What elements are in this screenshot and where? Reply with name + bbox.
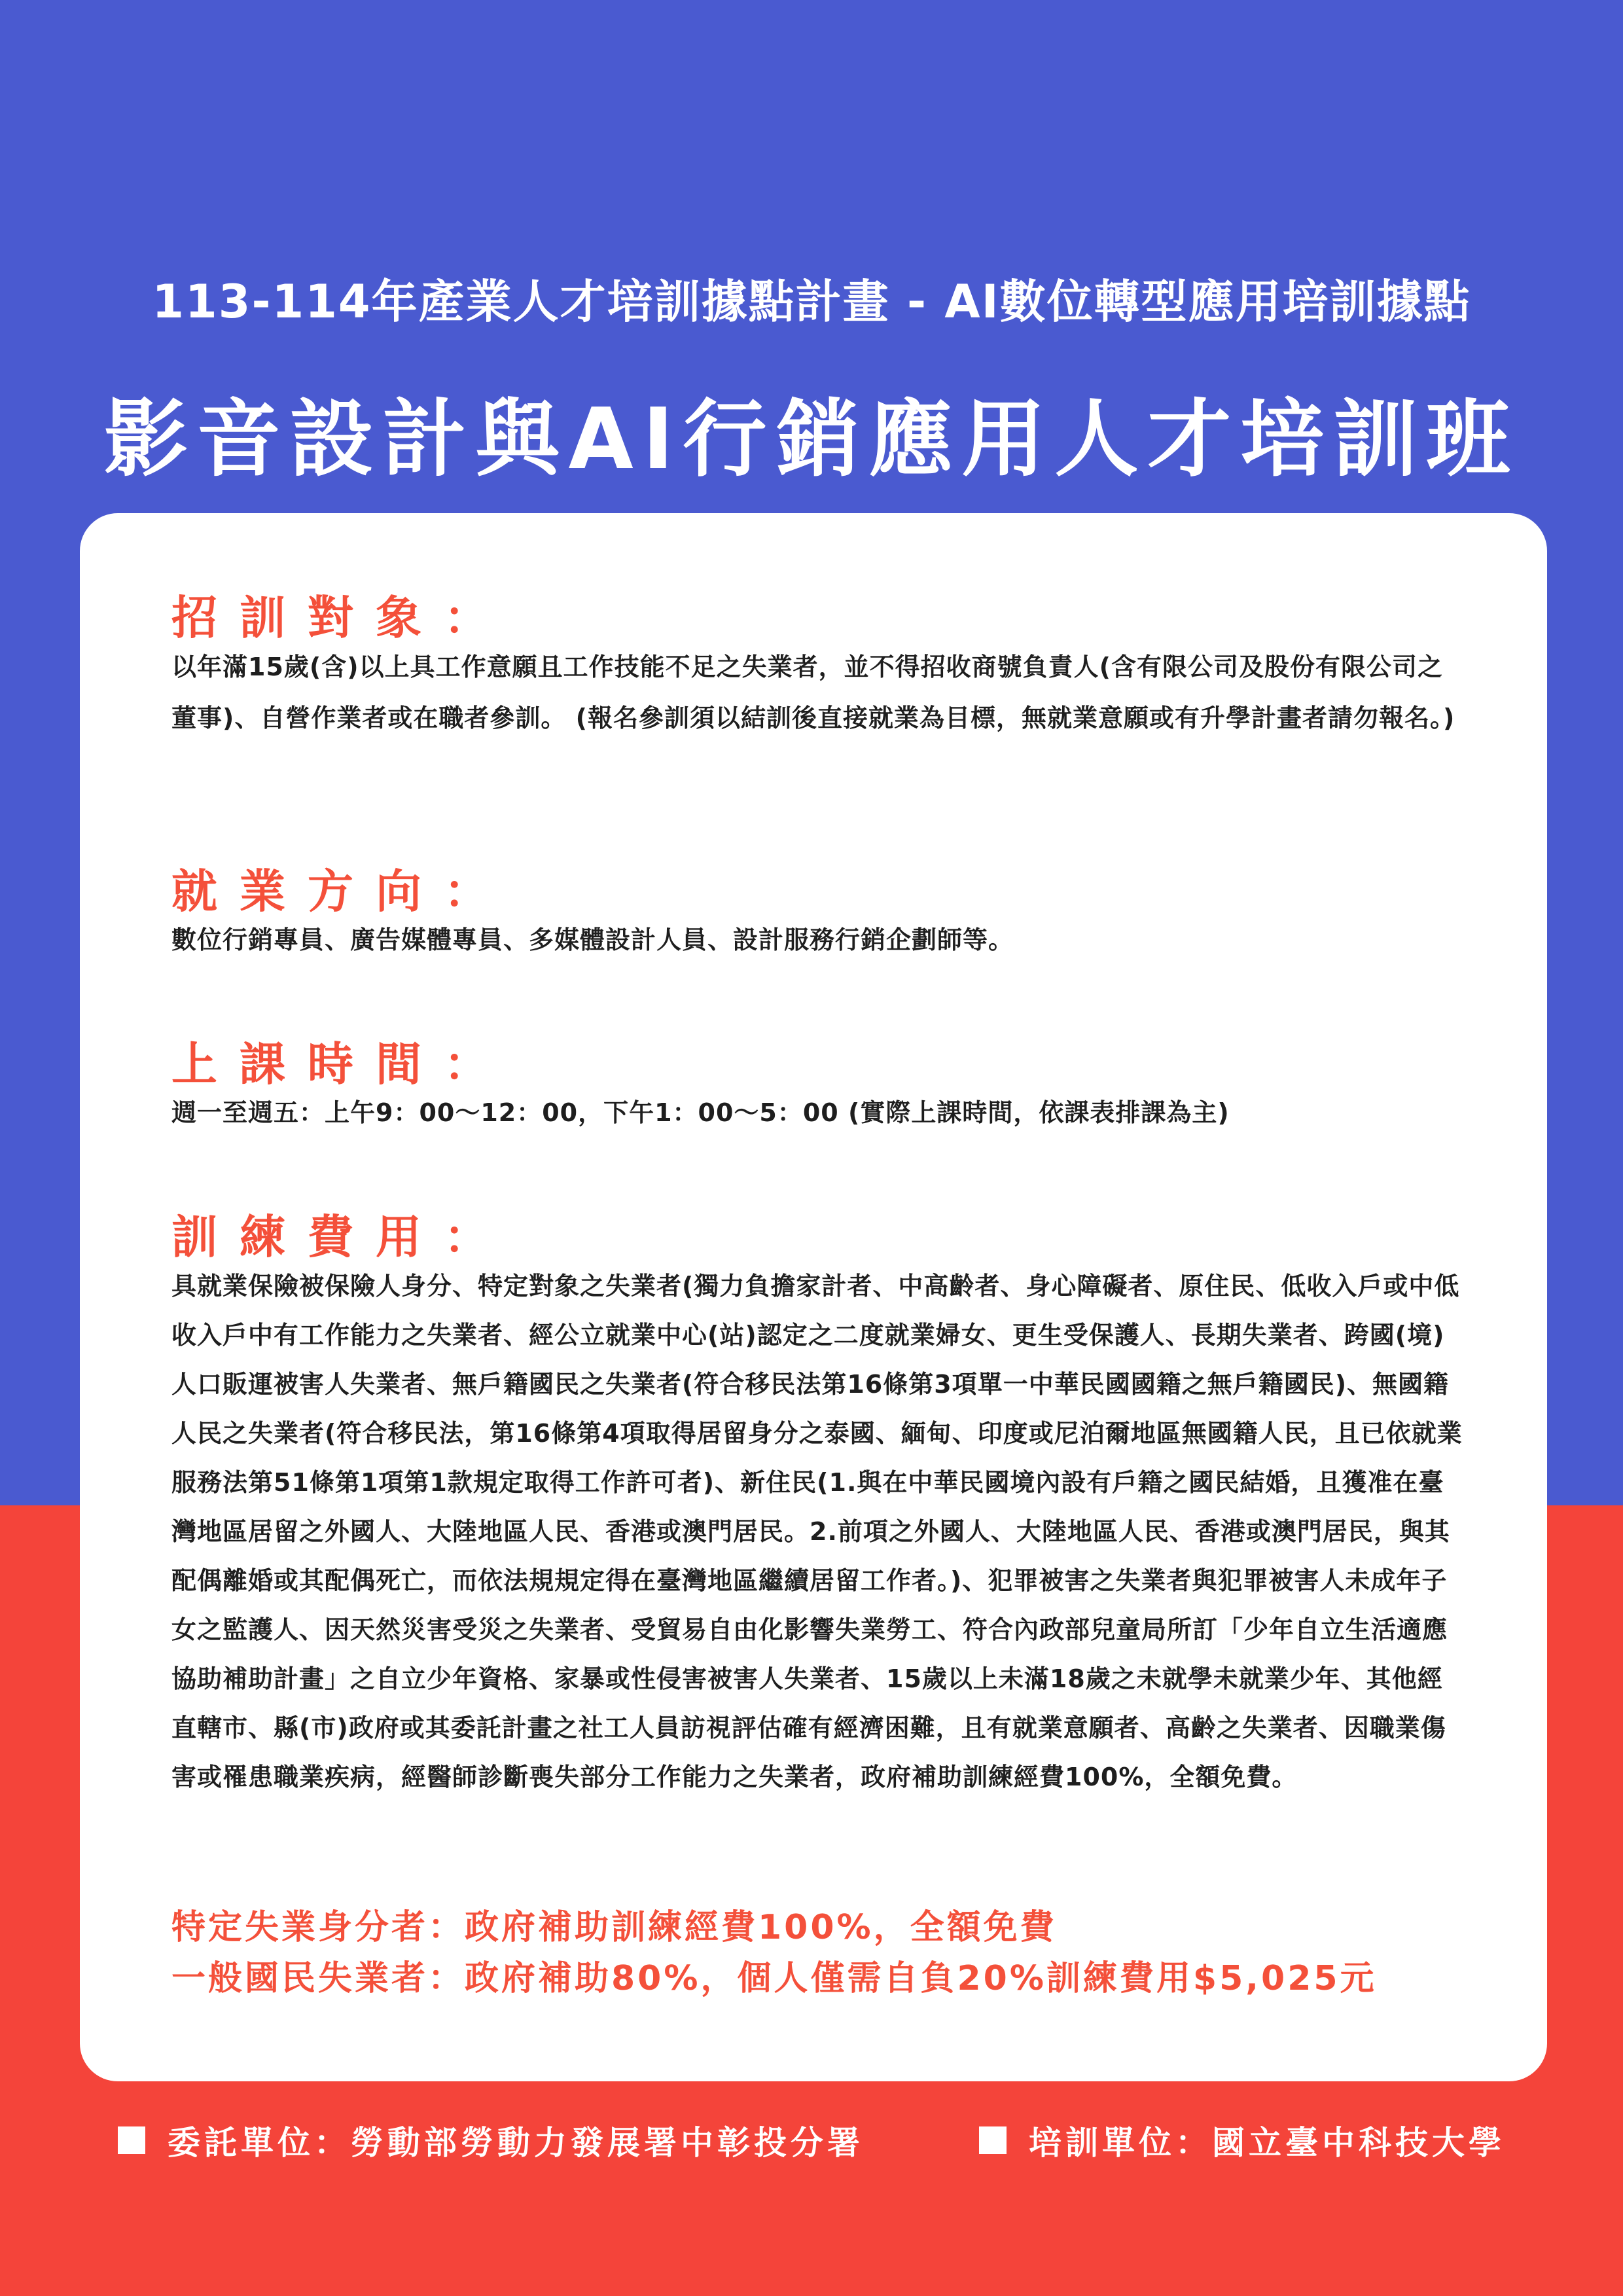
square-bullet-icon [979,2126,1007,2154]
training-unit-text: 培訓單位：國立臺中科技大學 [1029,2124,1505,2162]
square-bullet-icon [118,2126,145,2154]
training-unit [979,2121,1505,2160]
schedule-body: 週一至週五：上午9：00～12：00，下午1：00～5：00 (實際上課時間，依課表排課為主) [171,1098,1230,1127]
fee-body: 具就業保險被保險人身分、特定對象之失業者(獨力負擔家計者、中高齡者、身心障礙者、原住民、低收入戶或中低收入戶中有工作能力之失業者、經公立就業中心(站)認定之二度就業婦女、更生受保護人、長期失業者、跨國(境)人口販運被害人失業者、無戶籍國民之失業者(符合移民法第16條第3項單一中華民國國籍之無戶籍國民)、無國籍人民之失業者(符合移民法，第16條第4項取得居留身分之泰國、緬甸、印度或尼泊爾地區無國籍人民，且已依就業服務法第51條第1項第1款規定取得工作許可者)、新住民(1.與在中華民國境內設有戶籍之國民結婚，且獲准在臺灣地區居留之外國人、大陸地區人民、香港或澳門居民。2.前項之外國人、大陸地區人民、香港或澳門居民，與其配偶離婚或其配偶死亡，而依法規規定得在臺灣地區繼續居留工作者。)、犯罪被害之失業者與犯罪被害人未成年子女之監護人、因天然災害受災之失業者、受貿易自由化影響失業勞工、符合內政部兒童局所訂「少年自立生活適應協助補助計畫」之自立少年資格、家暴或性侵害被害人失業者、15歲以上未滿18歲之未就學未就業少年、其他經直轄市、縣(市)政府或其委託計畫之社工人員訪視評估確有經濟困難，且有就業意願者、高齡之失業者、因職業傷害或罹患職業疾病，經醫師診斷喪失部分工作能力之失業者，政府補助訓練經費100%，全額免費。 [171,1272,1463,1791]
commissioned-unit-text: 委託單位：勞動部勞動力發展署中彰投分署 [168,2124,864,2162]
program-subtitle: 113-114年產業人才培訓據點計畫 - AI數位轉型應用培訓據點 [152,275,1471,329]
recruit-heading: 招訓對象： [171,591,512,645]
employment-heading: 就業方向： [171,865,512,918]
fee-heading: 訓練費用： [171,1210,512,1264]
general-unemployed-fee: 一般國民失業者：政府補助80%，個人僅需自負20%訓練費用$5,025元 [171,1959,1377,1998]
recruit-body: 以年滿15歲(含)以上具工作意願且工作技能不足之失業者，並不得招收商號負責人(含有限公司及股份有限公司之董事)、自營作業者或在職者參訓。 (報名參訓須以結訓後直接就業為目標，無就業意願或有升學計畫者請勿報名。) [171,653,1455,732]
commissioned-unit [118,2121,864,2160]
special-unemployed-fee: 特定失業身分者：政府補助訓練經費100%，全額免費 [171,1908,1057,1947]
employment-body: 數位行銷專員、廣告媒體專員、多媒體設計人員、設計服務行銷企劃師等。 [171,925,1014,954]
schedule-heading: 上課時間： [171,1037,512,1091]
course-title: 影音設計與AI行銷應用人才培訓班 [103,391,1520,488]
